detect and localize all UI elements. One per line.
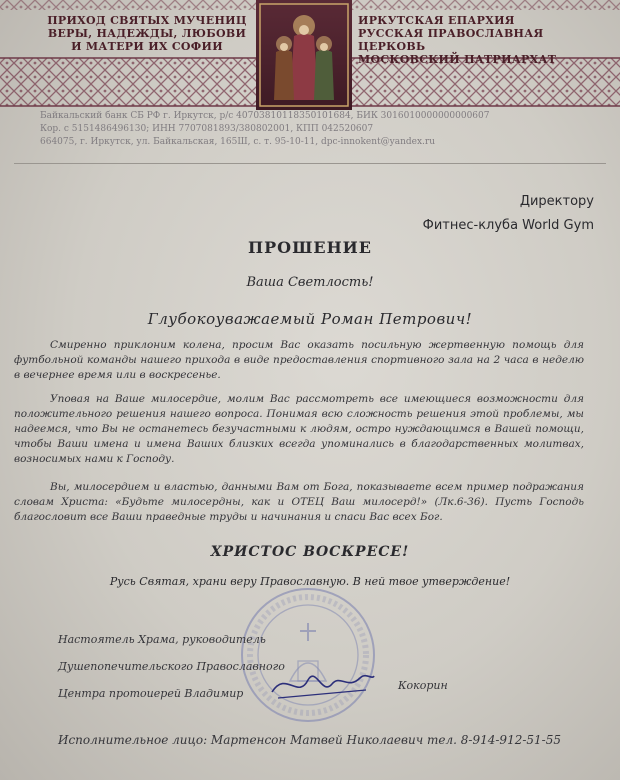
eparchy-name: ИРКУТСКАЯ ЕПАРХИЯ РУССКАЯ ПРАВОСЛАВНАЯ ЦЕРКОВЬ МОСКОВСКИЙ ПАТРИАРХАТ <box>358 14 557 66</box>
executor-contact: Исполнительное лицо: Мартенсон Матвей Николаевич тел. 8-914-912-51-55 <box>58 733 561 747</box>
handwritten-signature <box>268 660 378 705</box>
greeting: Ваша Светлость! <box>246 275 374 290</box>
signatory: Настоятель Храма, руководитель Душепопечительского Православного Центра протоиерей Владимир <box>58 633 285 700</box>
letter-title: ПРОШЕНИЕ <box>248 238 372 257</box>
easter-greeting: ХРИСТОС ВОСКРЕСЕ! <box>210 544 410 560</box>
paragraph-blessing: Вы, милосердием и властью, данными Вам от Бога, показываете всем пример подражания словам Христа: «Будьте милосердны, как и ОТЕЦ Ваш милосерд!» (Лк.6-36). Пусть Господь благословит все Ваши праведные труды и начинания и спаси Вас всех Бог. <box>14 481 584 523</box>
addressee: Директору Фитнес-клуба World Gym <box>422 194 594 233</box>
signatory-surname: Кокорин <box>398 679 448 692</box>
paragraph-request: Смиренно приклоним колена, просим Вас оказать посильную жертвенную помощь для футбольной команды нашего прихода в виде предоставления спортивного зала на 2 часа в неделю в вечернее время или в воскресенье. <box>14 339 584 381</box>
bank-details: Байкальский банк СБ РФ г. Иркутск, р/с 40703810118350101684, БИК 3016010000000000607 Кор. с 5151486496130; ИНН 7707081893/380802001, КПП 042520607 664075, г. Иркутск, ул. Байкальская, 165Ш, с. т. 95-10-11, dpc-innokent@yandex.ru <box>40 111 490 147</box>
icon-image <box>256 0 352 110</box>
saints-icon <box>256 0 352 110</box>
paragraph-hope: Уповая на Ваше милосердие, молим Вас рассмотреть все имеющиеся возможности для положительного решения нашего вопроса. Понимая всю сложность решения этой проблемы, мы надеемся, что Вы не останетесь безучастными к людям, остро нуждающимся в Вашей помощи, чтобы Ваши имена и имена Ваших близких всегда упоминались в благодарственных молитвах, возносимых нами к Господу. <box>14 393 584 465</box>
salutation: Глубокоуважаемый Роман Петрович! <box>147 310 473 328</box>
header-divider <box>14 163 606 164</box>
parish-name: ПРИХОД СВЯТЫХ МУЧЕНИЦ ВЕРЫ, НАДЕЖДЫ, ЛЮБОВИ И МАТЕРИ ИХ СОФИИ <box>47 14 247 53</box>
closing-phrase: Русь Святая, храни веру Православную. В ней твое утверждение! <box>109 575 511 588</box>
